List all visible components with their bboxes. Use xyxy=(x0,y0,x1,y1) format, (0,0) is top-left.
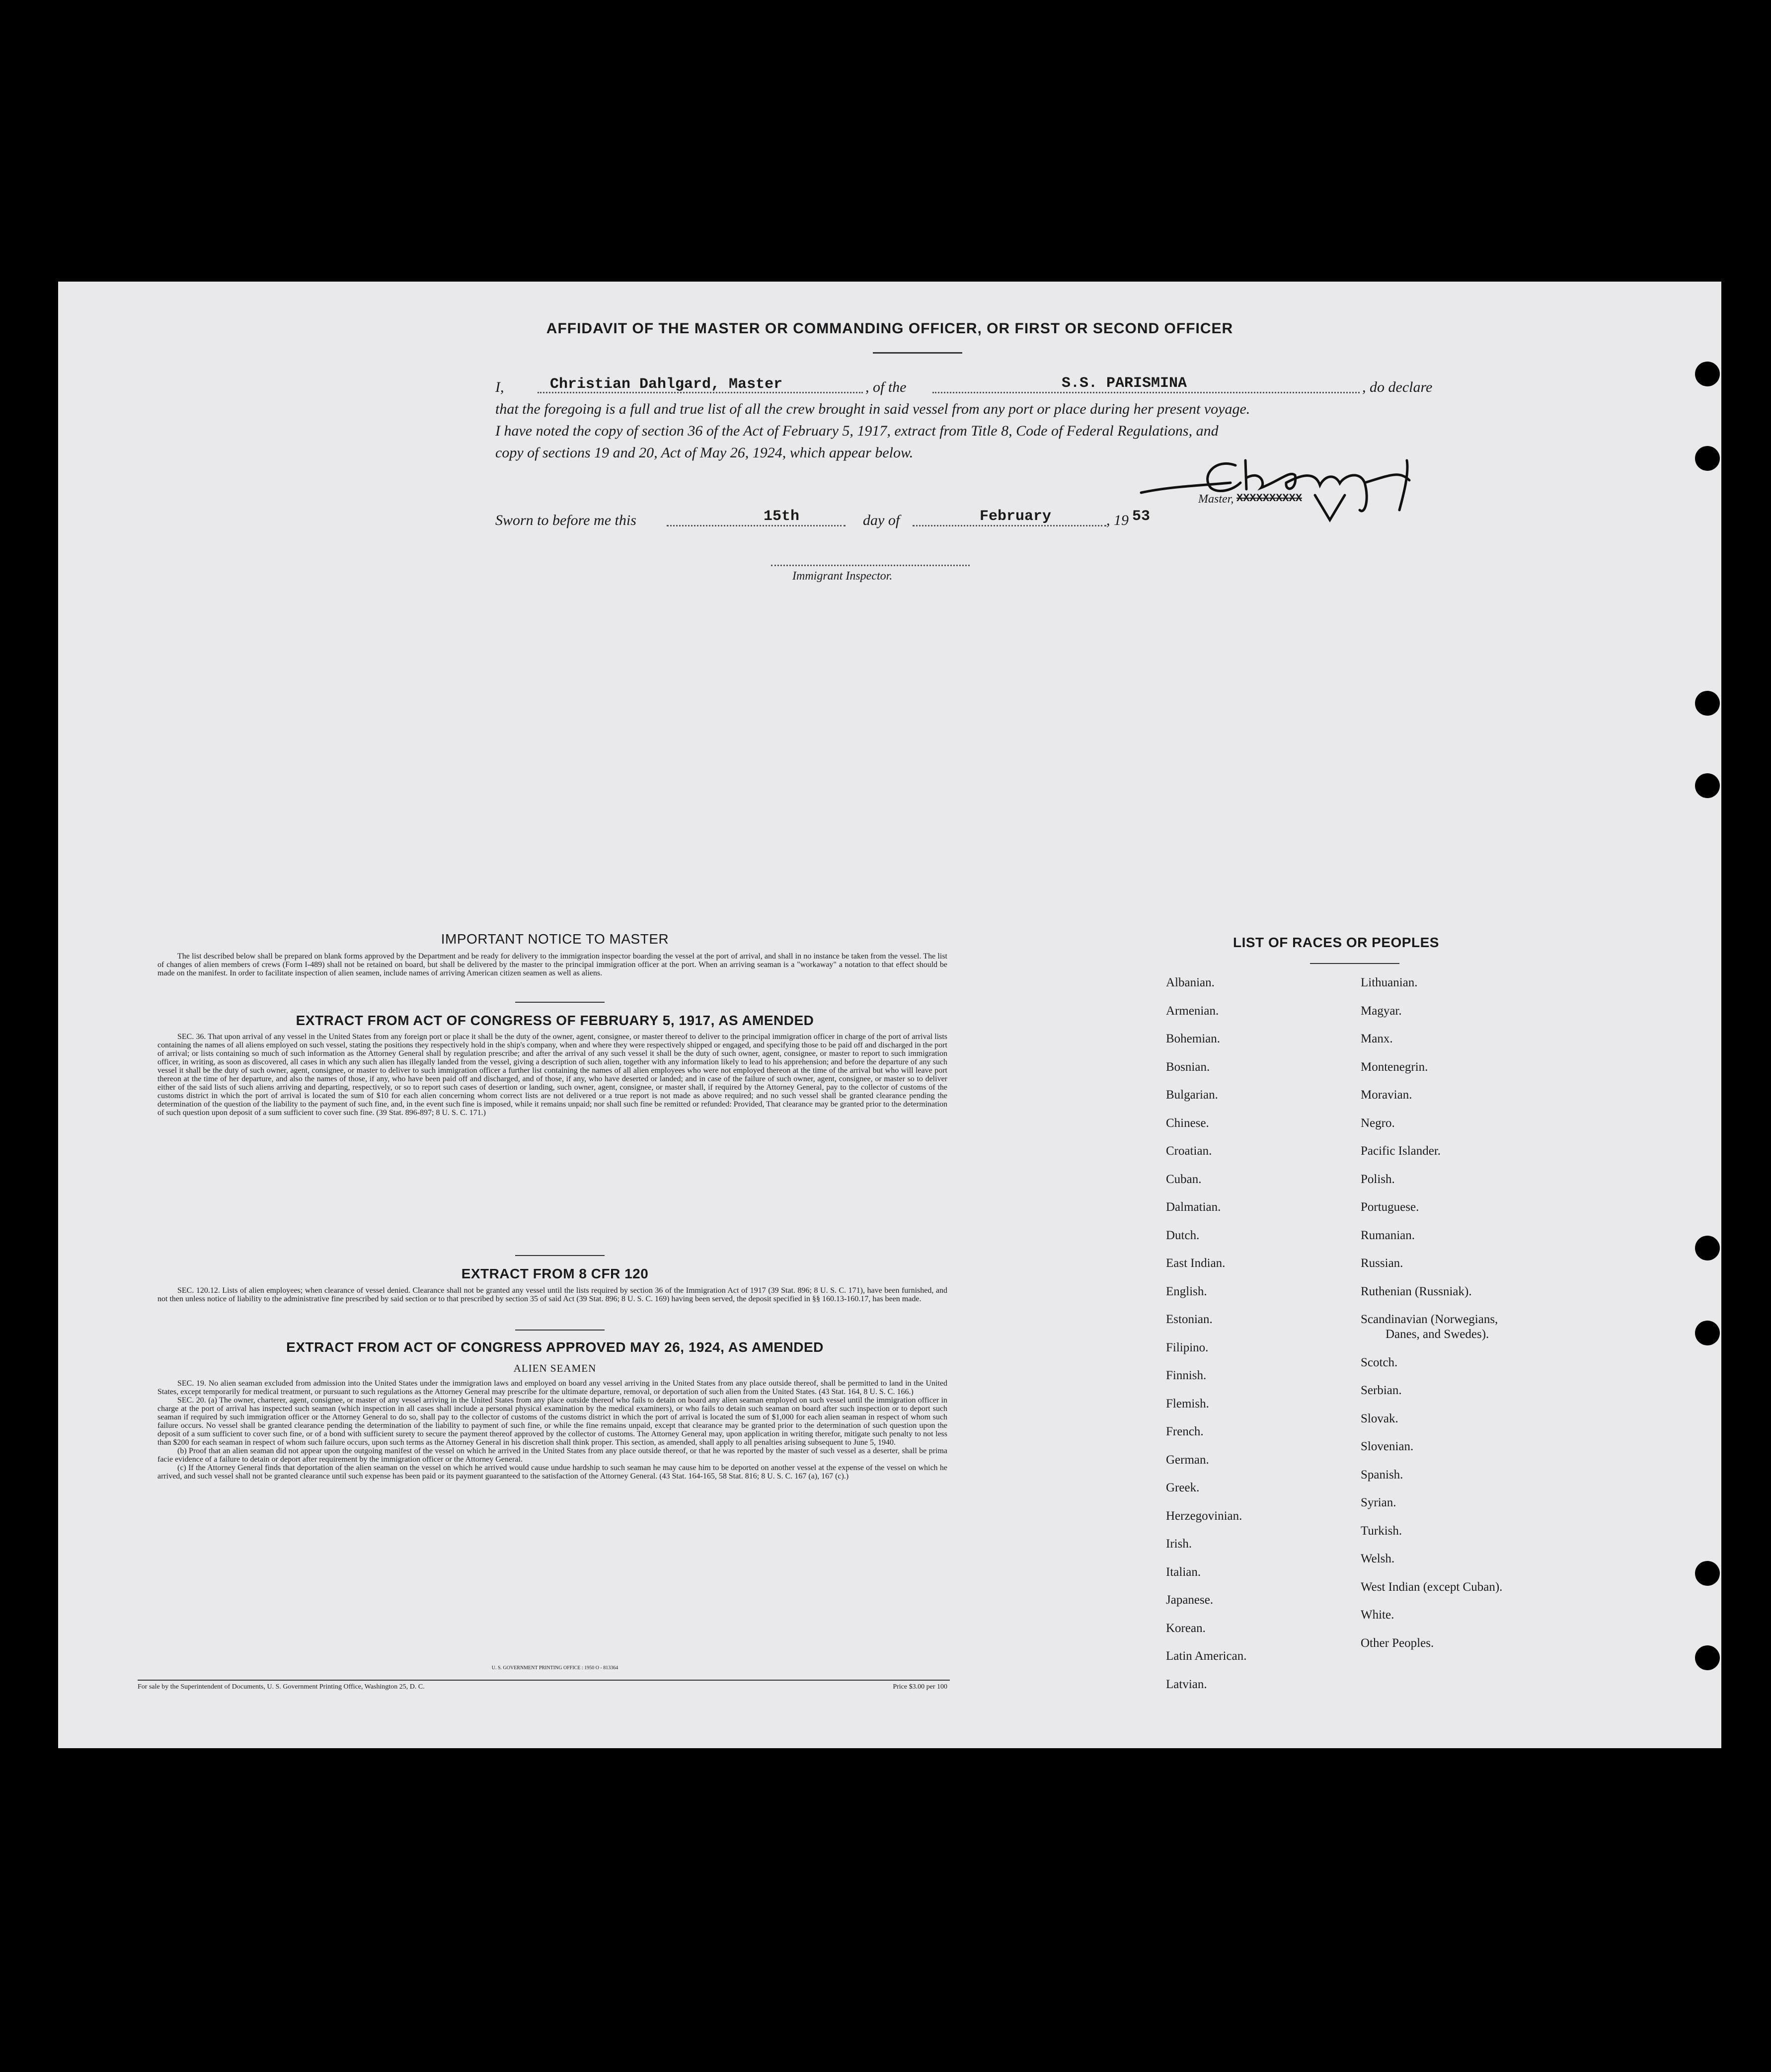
day-line xyxy=(667,525,846,526)
race-item: Irish. xyxy=(1166,1537,1192,1551)
inspector-label: Immigrant Inspector. xyxy=(792,570,893,583)
footer-left: For sale by the Superintendent of Documents, U. S. Government Printing Office, Washington 25, D. C. xyxy=(138,1683,425,1691)
footer-right: Price $3.00 per 100 xyxy=(893,1683,947,1691)
affidavit-line-2: that the foregoing is a full and true list of all the crew brought in said vessel from any port or place during her present voyage. xyxy=(495,401,1250,417)
race-item: Pacific Islander. xyxy=(1361,1144,1441,1158)
race-item: Japanese. xyxy=(1166,1593,1214,1607)
race-item: Turkish. xyxy=(1361,1524,1402,1538)
race-item: Italian. xyxy=(1166,1565,1201,1579)
race-item: Dalmatian. xyxy=(1166,1200,1221,1214)
year-prefix: , 19 xyxy=(1106,512,1129,528)
vessel-name-value: S.S. PARISMINA xyxy=(1062,375,1187,392)
punch-hole xyxy=(1695,1645,1720,1670)
notice-body xyxy=(157,952,947,977)
month-value: February xyxy=(980,508,1052,525)
master-signature xyxy=(1131,441,1454,525)
race-item: Magyar. xyxy=(1361,1004,1402,1018)
race-item: Slovenian. xyxy=(1361,1440,1414,1453)
race-item: Bulgarian. xyxy=(1166,1088,1218,1102)
do-declare-label: , do declare xyxy=(1362,379,1433,395)
race-item: Chinese. xyxy=(1166,1116,1209,1130)
race-item: Herzegovinian. xyxy=(1166,1509,1242,1523)
master-name-value: Christian Dahlgard, Master xyxy=(550,376,783,393)
race-item: White. xyxy=(1361,1608,1394,1622)
race-item: French. xyxy=(1166,1425,1204,1438)
race-item: East Indian. xyxy=(1166,1257,1226,1270)
sec-19-text: SEC. 19. No alien seaman excluded from admission into the United States under the immigration laws and employed on board any vessel arriving in the United States from any place outside thereof, shall be permitted to land in the United States, except temporarily for medical treatment, or pursuant to such regulations as the Attorney General may prescribe for the ultimate departure, removal, or deportation of such alien from the United States. (43 Stat. 164, 8 U. S. C. 166.) xyxy=(157,1379,947,1396)
race-item: English. xyxy=(1166,1284,1207,1298)
race-item: Other Peoples. xyxy=(1361,1636,1434,1650)
struck-title: XXXXXXXXXX xyxy=(1236,492,1303,505)
race-item: Spanish. xyxy=(1361,1468,1403,1481)
punch-hole xyxy=(1695,362,1720,386)
race-item: Bohemian. xyxy=(1166,1032,1221,1045)
race-item: Bosnian. xyxy=(1166,1060,1210,1074)
race-item: Finnish. xyxy=(1166,1369,1207,1382)
race-item: West Indian (except Cuban). xyxy=(1361,1580,1503,1594)
extract-cfr-rule xyxy=(515,1330,605,1331)
master-label: Master, xyxy=(1198,493,1234,506)
extract-cfr-title: EXTRACT FROM 8 CFR 120 xyxy=(461,1266,649,1281)
notice-title: IMPORTANT NOTICE TO MASTER xyxy=(441,931,669,947)
race-item: Manx. xyxy=(1361,1032,1393,1045)
race-item: Montenegrin. xyxy=(1361,1060,1428,1074)
race-item: Ruthenian (Russniak). xyxy=(1361,1284,1472,1298)
notice-text: The list described below shall be prepared on blank forms approved by the Department and be ready for delivery to the immigration inspector boarding the vessel at the port of arrival, and shall in no instance be taken from the vessel. The list of changes of alien members of crews (Form I-489) shall not be retained on board, but shall be delivered by the master to the principal immigration officer at the port. When an arriving seaman is a "workaway" a notation to that effect should be made on the manifest. In order to facilitate inspection of alien seamen, include names of arriving American citizen seamen as well as aliens. xyxy=(157,952,947,977)
race-item: Rumanian. xyxy=(1361,1228,1415,1242)
extract-1917-title: EXTRACT FROM ACT OF CONGRESS OF FEBRUARY 5, 1917, AS AMENDED xyxy=(296,1013,814,1028)
punch-hole xyxy=(1695,773,1720,798)
sec-20c-text: (c) If the Attorney General finds that deportation of the alien seaman on the vessel on which he arrived would cause undue hardship to such seaman he may cause him to be deported on another vessel at the expense of the vessel on which he arrived, and such vessel shall not be granted clearance until such expense has been paid or its payment guaranteed to the satisfaction of the Attorney General. (43 Stat. 164-165, 58 Stat. 816; 8 U. S. C. 167 (a), 167 (c).) xyxy=(157,1464,947,1480)
punch-hole xyxy=(1695,691,1720,716)
race-item: Dutch. xyxy=(1166,1228,1200,1242)
race-item: Negro. xyxy=(1361,1116,1395,1130)
race-item: Armenian. xyxy=(1166,1004,1219,1018)
title-rule xyxy=(873,352,962,354)
race-item: Polish. xyxy=(1361,1172,1395,1186)
race-item: Slovak. xyxy=(1361,1411,1398,1425)
extract-cfr-body xyxy=(157,1286,947,1303)
race-item: Albanian. xyxy=(1166,976,1215,989)
race-item: Lithuanian. xyxy=(1361,976,1418,989)
extract-1924-title: EXTRACT FROM ACT OF CONGRESS APPROVED MAY 26, 1924, AS AMENDED xyxy=(286,1339,824,1355)
race-item: German. xyxy=(1166,1453,1209,1467)
race-item: Korean. xyxy=(1166,1621,1206,1635)
race-item: Scandinavian (Norwegians, xyxy=(1361,1313,1498,1326)
extract-1917-body xyxy=(157,1033,947,1117)
race-item: Scotch. xyxy=(1361,1355,1398,1369)
punch-hole xyxy=(1695,1321,1720,1345)
affidavit-line-3: I have noted the copy of section 36 of the Act of February 5, 1917, extract from Title 8, Code of Federal Regulations, and xyxy=(495,423,1219,439)
punch-hole xyxy=(1695,446,1720,471)
race-item: Filipino. xyxy=(1166,1340,1209,1354)
race-item: Croatian. xyxy=(1166,1144,1212,1158)
race-item: Welsh. xyxy=(1361,1552,1395,1565)
race-item: Flemish. xyxy=(1166,1397,1209,1410)
race-item: Serbian. xyxy=(1361,1384,1402,1397)
races-rule xyxy=(1310,963,1399,964)
year-value: 53 xyxy=(1132,508,1151,525)
alien-seamen-subtitle: ALIEN SEAMEN xyxy=(513,1362,597,1374)
punch-hole xyxy=(1695,1236,1720,1260)
sec-120-text: SEC. 120.12. Lists of alien employees; when clearance of vessel denied. Clearance shall not be granted any vessel until the lists required by section 36 of the Immigration Act of 1917 (39 Stat. 896; 8 U. S. C. 171), have been furnished, and not then unless notice of liability to the administrative fine prescribed by said section or to that prescribed by section 35 of said Act (39 Stat. 896; 8 U. S. C. 169) having been served, the deposit specified in §§ 160.13-160.17, has been made. xyxy=(157,1286,947,1303)
race-item: Danes, and Swedes). xyxy=(1386,1328,1489,1341)
race-item: Latvian. xyxy=(1166,1677,1207,1691)
day-of-label: day of xyxy=(863,512,900,528)
footer-rule xyxy=(138,1680,950,1681)
punch-hole xyxy=(1695,1561,1720,1586)
race-item: Greek. xyxy=(1166,1481,1200,1494)
race-item: Syrian. xyxy=(1361,1496,1396,1509)
gpo-line: U. S. GOVERNMENT PRINTING OFFICE : 1950 O - 813364 xyxy=(491,1665,618,1671)
of-the-label: , of the xyxy=(865,379,907,395)
notice-rule xyxy=(515,1002,605,1003)
race-item: Estonian. xyxy=(1166,1313,1213,1326)
sec-20a-text: SEC. 20. (a) The owner, charterer, agent, consignee, or master of any vessel arriving in the United States from any place outside thereof who fails to detain on board any alien seaman employed on such vessel until the immigration officer in charge at the port of arrival has inspected such seaman (which inspection in all cases shall include a personal physical examination by the medical examiners), or who fails to detain such seaman on board after such inspection or to deport such seaman if required by such immigration officer or the Attorney General to do so, shall pay to the collector of customs of the customs district in which the port of arrival is located the sum of $1,000 for each alien seaman in respect of whom such failure occurs. No vessel shall be granted clearance pending the determination of the liability to payment of such fine, or while the fine remains unpaid, except that clearance may be granted prior to the determination of such question upon the deposit of a sum sufficient to cover such fine, or of a bond with sufficient surety to secure the payment thereof approved by the collector of customs. The Attorney General may, upon application in writing therefor, mitigate such penalty to not less than $200 for each seaman in respect of whom such failure occurs, upon such terms as the Attorney General in his discretion shall think proper. This section, as amended, shall apply to all penalties arising subsequent to June 5, 1940. xyxy=(157,1396,947,1447)
inspector-line xyxy=(771,565,970,566)
affidavit-title: AFFIDAVIT OF THE MASTER OR COMMANDING OFFICER, OR FIRST OR SECOND OFFICER xyxy=(546,320,1233,337)
race-item: Cuban. xyxy=(1166,1172,1202,1186)
sworn-label: Sworn to before me this xyxy=(495,512,636,528)
day-value: 15th xyxy=(764,508,800,525)
extract-1917-rule xyxy=(515,1255,605,1256)
month-line xyxy=(913,525,1106,526)
race-item: Portuguese. xyxy=(1361,1200,1419,1214)
races-title: LIST OF RACES OR PEOPLES xyxy=(1233,935,1439,950)
sec-20b-text: (b) Proof that an alien seaman did not appear upon the outgoing manifest of the vessel on which he arrived in the United States from any place outside thereof, or that he was reported by the master of such vessel as a deserter, shall be prima facie evidence of a failure to detain or deport after requirement by the immigration officer or the Attorney General. xyxy=(157,1447,947,1464)
race-item: Moravian. xyxy=(1361,1088,1412,1102)
sec-36-text: SEC. 36. That upon arrival of any vessel in the United States from any foreign port or place it shall be the duty of the owner, agent, consignee, or master thereof to deliver to the principal immigration officer in charge of the port of arrival lists containing the names of all aliens employed on such vessel, stating the positions they respectively hold in the ship's company, when and where they were respectively shipped or engaged, and specifying those to be paid off and discharged in the port of arrival; or lists containing so much of such information as the Attorney General shall by regulation prescribe; and after the arrival of any such vessel it shall be the duty of such owner, agent, consignee, or master to report to such immigration officer, in writing, as soon as discovered, all cases in which any such alien has illegally landed from the vessel, giving a description of such alien, together with any information likely to lead to his apprehension; and before the departure of any such vessel it shall be the duty of such owner, agent, consignee, or master to deliver to such immigration officer a further list containing the names of all alien employees who were not employed thereon at the time of the arrival but who will leave port thereon at the time of her departure, and also the names of those, if any, who have been paid off and discharged, and of those, if any, who have deserted or landed; and in case of the failure of such owner, agent, consignee, or master so to deliver either of the said lists of such aliens arriving and departing, respectively, or so to report such cases of desertion or landing, such owner, agent, consignee, or master shall, if required by the Attorney General, pay to the collector of customs of the customs district in which the port of arrival is located the sum of $10 for each alien concerning whom correct lists are not delivered or a true report is not made as above required; and no such vessel shall be granted clearance pending the determination of the question of the liability to the payment of such fine, and, in the event such fine is imposed, while it remains unpaid; nor shall such fine be remitted or refunded: Provided, That clearance may be granted prior to the determination of such question upon deposit of a sum sufficient to cover such fine. (39 Stat. 896-897; 8 U. S. C. 171.) xyxy=(157,1033,947,1117)
extract-1924-body xyxy=(157,1379,947,1480)
vessel-line xyxy=(932,392,1360,393)
race-item: Latin American. xyxy=(1166,1649,1247,1663)
affidavit-i: I, xyxy=(495,379,504,395)
form-page xyxy=(58,282,1721,1748)
race-item: Russian. xyxy=(1361,1257,1403,1270)
affidavit-line-4: copy of sections 19 and 20, Act of May 26, 1924, which appear below. xyxy=(495,444,914,461)
